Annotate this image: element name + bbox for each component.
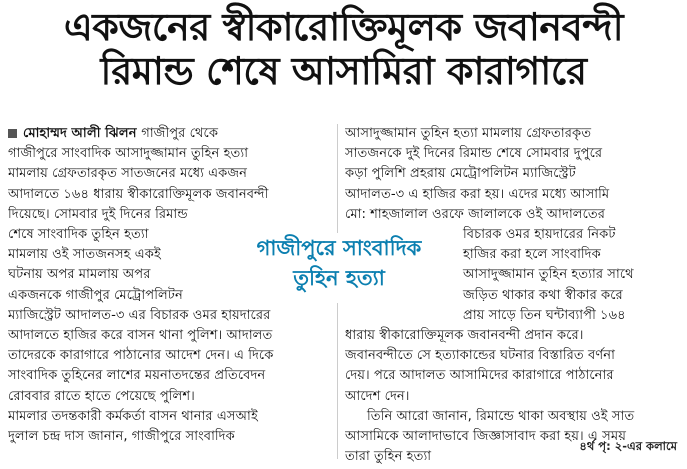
pullquote <box>233 233 445 303</box>
paragraph-line: আসাদুজ্জামান তুহিন হত্যা মামলায় গ্রেফতারকৃত <box>345 126 592 141</box>
paragraph-line: তারা তুহিন হত্যা <box>345 449 432 465</box>
paragraph-line: মামলায় ওই সাতজনসহ একই <box>8 247 161 263</box>
paragraph-line: বিচারক ওমর হায়দারের নিকট <box>463 227 616 243</box>
paragraph-line: প্রায় সাড়ে তিন ঘন্টাব্যাপী ১৬৪ <box>463 307 626 323</box>
paragraph-line: জড়িত থাকার কথা স্বীকার করে <box>463 287 623 303</box>
paragraph-line: আদালতে ১৬৪ ধারায় স্বীকারোক্তিমূলক জবানবন্দী <box>8 186 269 202</box>
paragraph-line: মো: শাহজালাল ওরফে জালালকে ওই আদালতের <box>345 206 606 222</box>
paragraph-line: দিয়েছে। সোমবার দুই দিনের রিমান্ড <box>8 206 188 222</box>
paragraph-line: ঘটনায় অপর মামলায় অপর <box>8 267 151 283</box>
headline-line-2: রিমান্ড শেষে আসামিরা কারাগারে <box>100 49 587 93</box>
paragraph-line: আসামিকে আলাদাভাবে জিজ্ঞাসাবাদ করা হয়। এ সময় <box>345 429 626 445</box>
paragraph-line: রোববার রাতে হাতে পেয়েছে পুলিশ। <box>8 388 195 404</box>
paragraph-line: তিনি আরো জানান, রিমান্ডে থাকা অবস্থায় ওই সাত <box>367 408 635 424</box>
pullquote-line-1: গাজীপুরে সাংবাদিক <box>256 236 422 260</box>
paragraph-line: শেষে সাংবাদিক তুহিন হত্যা <box>8 227 149 243</box>
bullet-icon <box>8 129 17 138</box>
pullquote-line-2: তুহিন হত্যা <box>293 266 385 290</box>
paragraph-line: মামলার তদন্তকারী কর্মকর্তা বাসন থানার এসআই <box>8 408 258 424</box>
paragraph-line: গাজীপুরে সাংবাদিক আসাদুজ্জামান তুহিন হত্যা <box>8 146 249 162</box>
byline <box>8 124 330 144</box>
paragraph-line: আদালতে হাজির করে বাসন থানা পুলিশ। আদালত <box>8 328 273 344</box>
paragraph-line: দুলাল চন্দ্র দাস জানান, গাজীপুরে সাংবাদিক <box>8 429 235 445</box>
paragraph-line: সাংবাদিক তুহিনের লাশের ময়নাতদন্তের প্রতিবেদন <box>8 368 266 384</box>
paragraph-line: একজনকে গাজীপুর মেট্রোপলিটন <box>8 287 183 303</box>
byline-author: মোহাম্মদ আলী ঝিলন <box>23 126 137 141</box>
paragraph-line: হাজির করা হলে সাংবাদিক <box>463 247 601 263</box>
byline-location: গাজীপুর থেকে <box>141 126 219 141</box>
paragraph-line: আদেশ দেন। <box>345 388 410 404</box>
paragraph-line: ধারায় স্বীকারোক্তিমূলক জবানবন্দী প্রদান করে। <box>345 328 584 344</box>
paragraph-line: কড়া পুলিশি প্রহরায় মেট্রোপলিটন ম্যাজিস্ট্রেট <box>345 166 576 182</box>
paragraph-line: সাতজনকে দুই দিনের রিমান্ড শেষে সোমবার দুপুরে <box>345 146 603 162</box>
continued-on-page: ৪র্থ পৃ: ২-এর কলামে <box>579 439 677 453</box>
paragraph-line: ম্যাজিস্ট্রেট আদালত-৩ এর বিচারক ওমর হায়দারের <box>8 307 271 323</box>
paragraph-line: আসাদুজ্জামান তুহিন হত্যার সাথে <box>463 267 634 283</box>
paragraph-line: জবানবন্দীতে সে হত্যাকান্ডের ঘটনার বিস্তারিত বর্ণনা <box>345 348 615 364</box>
paragraph-line: দেয়। পরে আদালত আসামিদের কারাগারে পাঠানোর <box>345 368 614 384</box>
paragraph-line: তাদেরকে কারাগারে পাঠানোর আদেশ দেন। এ দিকে <box>8 348 274 364</box>
headline-line-1: একজনের স্বীকারোক্তিমূলক জবানবন্দী <box>63 5 624 49</box>
paragraph-line: আদালত-৩ এ হাজির করা হয়। এদের মধ্যে আসামি <box>345 186 610 202</box>
paragraph-line: মামলায় গ্রেফতারকৃত সাতজনের মধ্যে একজন <box>8 166 248 182</box>
